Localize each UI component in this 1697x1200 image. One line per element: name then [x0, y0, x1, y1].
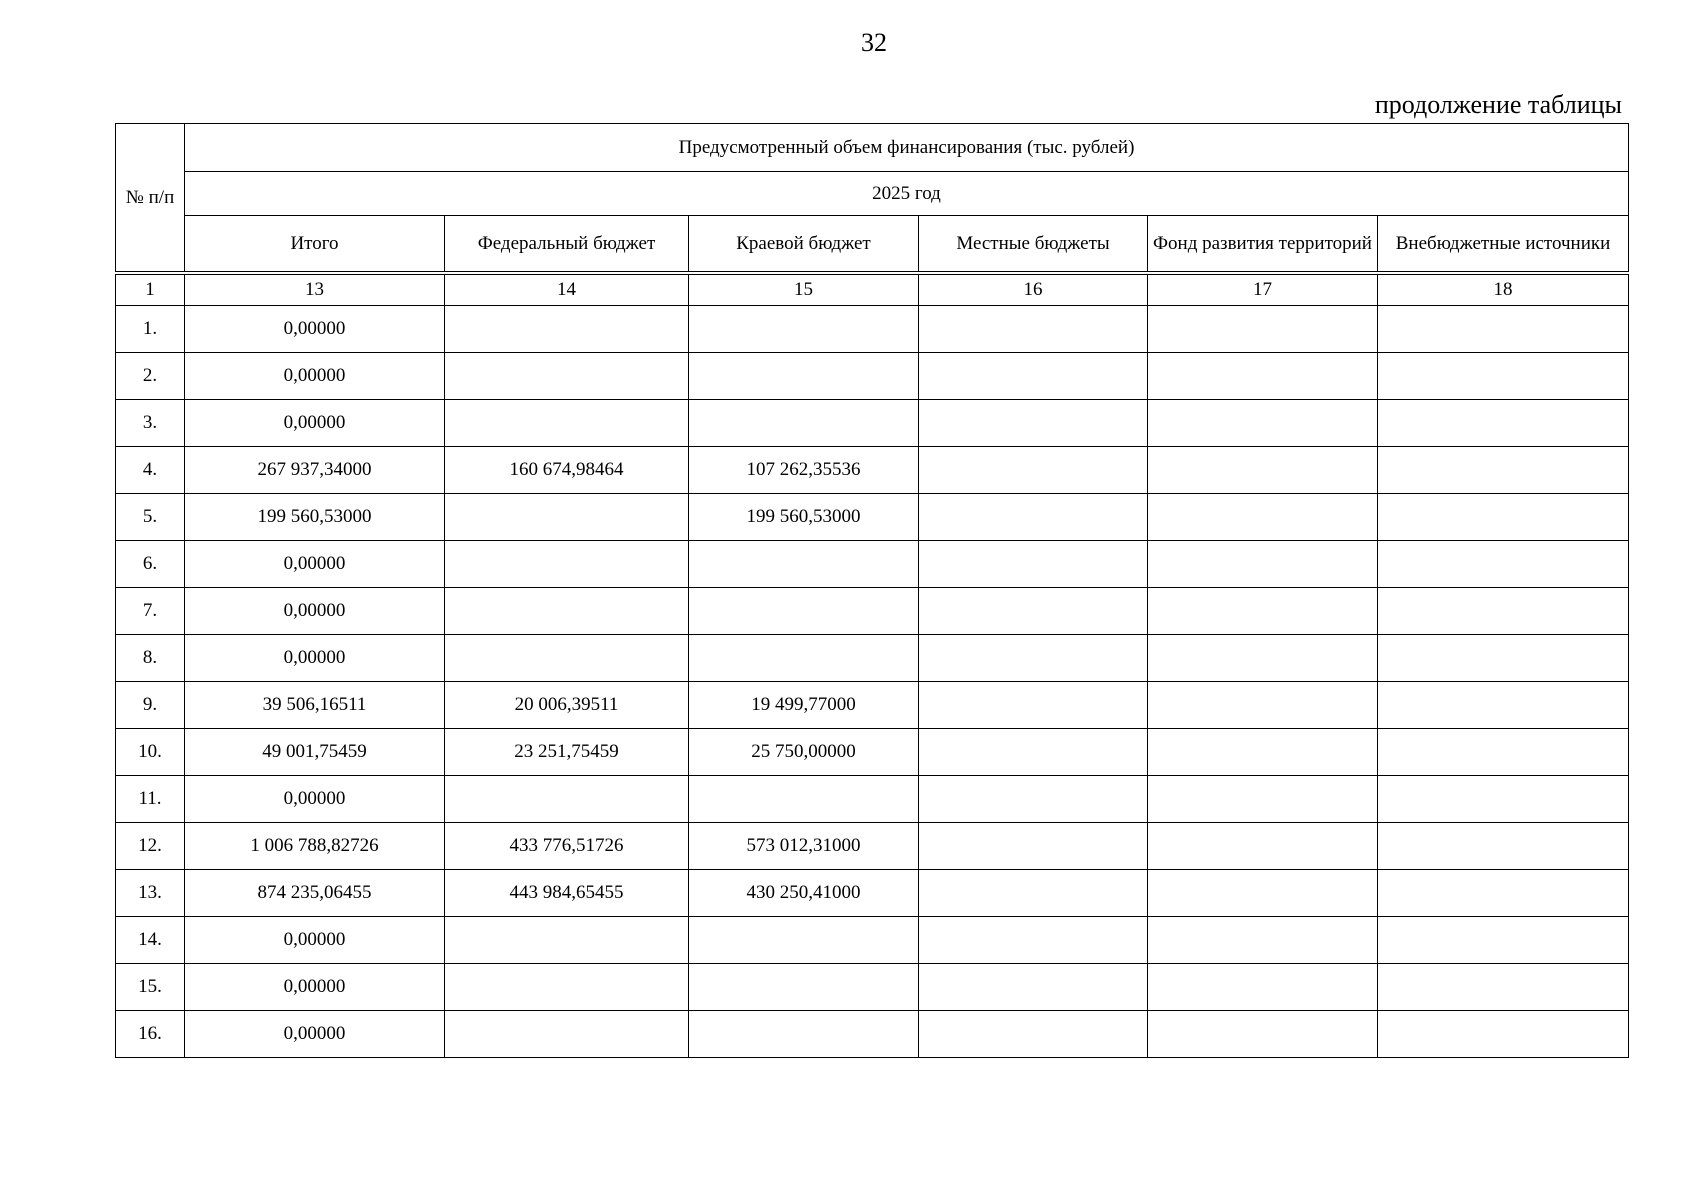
local-cell: [919, 353, 1148, 400]
territory-fund-cell: [1148, 494, 1378, 541]
local-cell: [919, 870, 1148, 917]
column-number-row: [116, 275, 1629, 306]
table-row: [116, 870, 1629, 917]
regional-cell: 199 560,53000: [689, 494, 919, 541]
total-cell: 0,00000: [185, 541, 445, 588]
federal-cell: 443 984,65455: [445, 870, 689, 917]
row-number-cell: 14.: [116, 917, 185, 964]
row-number-cell: 6.: [116, 541, 185, 588]
extrabudgetary-cell: [1378, 447, 1629, 494]
column-header-extrabudgetary: Внебюджетные источники: [1378, 216, 1629, 272]
regional-cell: [689, 400, 919, 447]
header-row-columns: [116, 216, 1629, 272]
extrabudgetary-cell: [1378, 823, 1629, 870]
territory-fund-cell: [1148, 682, 1378, 729]
row-number-cell: 7.: [116, 588, 185, 635]
table-row: [116, 964, 1629, 1011]
row-number-cell: 11.: [116, 776, 185, 823]
local-cell: [919, 823, 1148, 870]
regional-cell: [689, 917, 919, 964]
federal-cell: 20 006,39511: [445, 682, 689, 729]
header-row-year: [116, 172, 1629, 216]
federal-cell: [445, 917, 689, 964]
federal-cell: [445, 635, 689, 682]
row-number-cell: 2.: [116, 353, 185, 400]
local-cell: [919, 917, 1148, 964]
total-cell: 874 235,06455: [185, 870, 445, 917]
row-number-cell: 10.: [116, 729, 185, 776]
total-cell: 0,00000: [185, 635, 445, 682]
extrabudgetary-cell: [1378, 917, 1629, 964]
local-cell: [919, 541, 1148, 588]
territory-fund-cell: [1148, 729, 1378, 776]
extrabudgetary-cell: [1378, 635, 1629, 682]
territory-fund-cell: [1148, 400, 1378, 447]
column-number: 1: [116, 275, 185, 306]
financing-header: Предусмотренный объем финансирования (тыс. рублей): [185, 124, 1629, 172]
local-cell: [919, 306, 1148, 353]
federal-cell: [445, 494, 689, 541]
row-number-cell: 12.: [116, 823, 185, 870]
regional-cell: [689, 588, 919, 635]
extrabudgetary-cell: [1378, 353, 1629, 400]
territory-fund-cell: [1148, 306, 1378, 353]
regional-cell: [689, 306, 919, 353]
column-header-territory-fund: Фонд развития территорий: [1148, 216, 1378, 272]
table-row: [116, 635, 1629, 682]
federal-cell: 160 674,98464: [445, 447, 689, 494]
local-cell: [919, 964, 1148, 1011]
table-row: [116, 588, 1629, 635]
extrabudgetary-cell: [1378, 541, 1629, 588]
extrabudgetary-cell: [1378, 494, 1629, 541]
regional-cell: [689, 353, 919, 400]
row-number-cell: 1.: [116, 306, 185, 353]
total-cell: 49 001,75459: [185, 729, 445, 776]
row-number-header: № п/п: [116, 124, 185, 272]
total-cell: 0,00000: [185, 776, 445, 823]
territory-fund-cell: [1148, 353, 1378, 400]
local-cell: [919, 682, 1148, 729]
local-cell: [919, 776, 1148, 823]
territory-fund-cell: [1148, 588, 1378, 635]
table-row: [116, 729, 1629, 776]
regional-cell: [689, 776, 919, 823]
table-row: [116, 1011, 1629, 1058]
regional-cell: 573 012,31000: [689, 823, 919, 870]
territory-fund-cell: [1148, 823, 1378, 870]
territory-fund-cell: [1148, 870, 1378, 917]
territory-fund-cell: [1148, 635, 1378, 682]
row-number-cell: 9.: [116, 682, 185, 729]
territory-fund-cell: [1148, 541, 1378, 588]
regional-cell: 430 250,41000: [689, 870, 919, 917]
row-number-cell: 4.: [116, 447, 185, 494]
total-cell: 0,00000: [185, 306, 445, 353]
total-cell: 0,00000: [185, 964, 445, 1011]
table-row: [116, 494, 1629, 541]
territory-fund-cell: [1148, 447, 1378, 494]
federal-cell: [445, 353, 689, 400]
column-header-local: Местные бюджеты: [919, 216, 1148, 272]
continuation-label: продолжение таблицы: [1374, 90, 1622, 119]
table-row: [116, 306, 1629, 353]
extrabudgetary-cell: [1378, 588, 1629, 635]
extrabudgetary-cell: [1378, 729, 1629, 776]
regional-cell: [689, 541, 919, 588]
column-number: 15: [689, 275, 919, 306]
table-row: [116, 400, 1629, 447]
table-row: [116, 917, 1629, 964]
column-number: 13: [185, 275, 445, 306]
regional-cell: [689, 1011, 919, 1058]
local-cell: [919, 447, 1148, 494]
page-number: 32: [861, 28, 887, 57]
table-row: [116, 541, 1629, 588]
regional-cell: 19 499,77000: [689, 682, 919, 729]
table-row: [116, 447, 1629, 494]
total-cell: 0,00000: [185, 1011, 445, 1058]
year-header: 2025 год: [185, 172, 1629, 216]
financing-table: [115, 123, 1629, 1058]
federal-cell: [445, 588, 689, 635]
row-number-cell: 15.: [116, 964, 185, 1011]
federal-cell: 433 776,51726: [445, 823, 689, 870]
territory-fund-cell: [1148, 964, 1378, 1011]
header-row-financing: [116, 124, 1629, 172]
column-number: 14: [445, 275, 689, 306]
total-cell: 0,00000: [185, 917, 445, 964]
column-header-total: Итого: [185, 216, 445, 272]
extrabudgetary-cell: [1378, 964, 1629, 1011]
territory-fund-cell: [1148, 1011, 1378, 1058]
column-number: 16: [919, 275, 1148, 306]
table-row: [116, 353, 1629, 400]
federal-cell: [445, 776, 689, 823]
extrabudgetary-cell: [1378, 682, 1629, 729]
federal-cell: [445, 400, 689, 447]
local-cell: [919, 588, 1148, 635]
regional-cell: [689, 635, 919, 682]
total-cell: 0,00000: [185, 353, 445, 400]
column-number: 18: [1378, 275, 1629, 306]
total-cell: 0,00000: [185, 588, 445, 635]
local-cell: [919, 729, 1148, 776]
row-number-cell: 8.: [116, 635, 185, 682]
extrabudgetary-cell: [1378, 306, 1629, 353]
row-number-cell: 16.: [116, 1011, 185, 1058]
regional-cell: [689, 964, 919, 1011]
column-number: 17: [1148, 275, 1378, 306]
extrabudgetary-cell: [1378, 1011, 1629, 1058]
row-number-cell: 3.: [116, 400, 185, 447]
territory-fund-cell: [1148, 917, 1378, 964]
federal-cell: [445, 306, 689, 353]
federal-cell: [445, 1011, 689, 1058]
column-header-federal: Федеральный бюджет: [445, 216, 689, 272]
total-cell: 0,00000: [185, 400, 445, 447]
regional-cell: 107 262,35536: [689, 447, 919, 494]
total-cell: 1 006 788,82726: [185, 823, 445, 870]
local-cell: [919, 635, 1148, 682]
total-cell: 267 937,34000: [185, 447, 445, 494]
federal-cell: 23 251,75459: [445, 729, 689, 776]
column-header-regional: Краевой бюджет: [689, 216, 919, 272]
local-cell: [919, 494, 1148, 541]
regional-cell: 25 750,00000: [689, 729, 919, 776]
territory-fund-cell: [1148, 776, 1378, 823]
row-number-cell: 13.: [116, 870, 185, 917]
total-cell: 199 560,53000: [185, 494, 445, 541]
total-cell: 39 506,16511: [185, 682, 445, 729]
federal-cell: [445, 541, 689, 588]
table-row: [116, 682, 1629, 729]
extrabudgetary-cell: [1378, 400, 1629, 447]
table-row: [116, 776, 1629, 823]
table-row: [116, 823, 1629, 870]
local-cell: [919, 1011, 1148, 1058]
row-number-cell: 5.: [116, 494, 185, 541]
extrabudgetary-cell: [1378, 870, 1629, 917]
extrabudgetary-cell: [1378, 776, 1629, 823]
local-cell: [919, 400, 1148, 447]
federal-cell: [445, 964, 689, 1011]
